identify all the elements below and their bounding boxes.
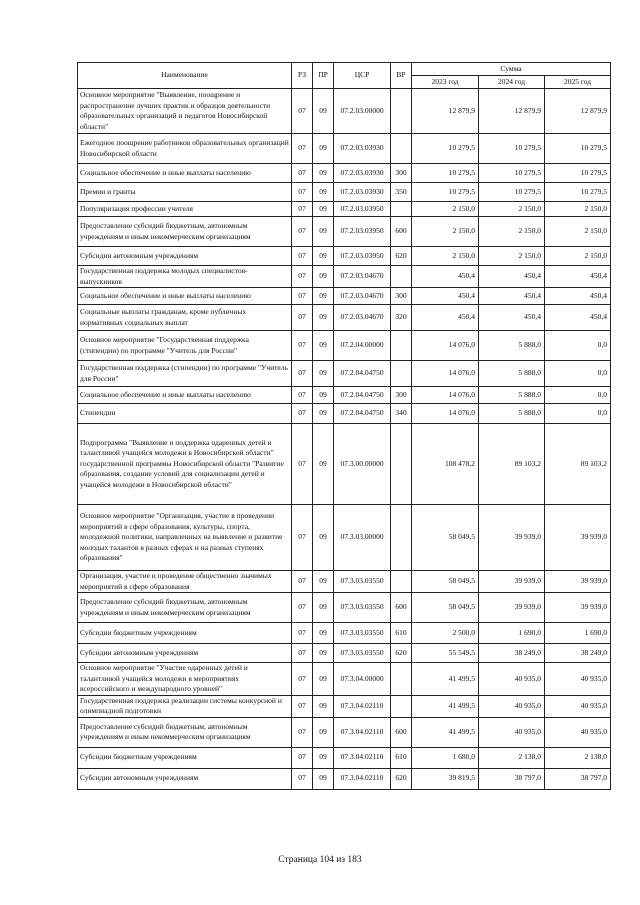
row-amount-2023: 450,4: [412, 305, 479, 331]
header-year-2025: 2025 год: [545, 76, 611, 89]
row-amount-2025: 0,0: [545, 331, 611, 361]
header-year-2023: 2023 год: [412, 76, 479, 89]
row-vr: 610: [391, 747, 412, 768]
row-amount-2025: 0,0: [545, 361, 611, 387]
header-vr: ВР: [391, 63, 412, 89]
row-amount-2025: 0,0: [545, 387, 611, 404]
row-vr: 600: [391, 717, 412, 747]
row-csr: 07.2.03.03950: [334, 202, 391, 217]
row-amount-2025: 10 279,5: [545, 183, 611, 202]
row-vr: [391, 266, 412, 288]
row-amount-2025: 0,0: [545, 404, 611, 424]
row-vr: 600: [391, 593, 412, 623]
row-rz: 07: [292, 305, 313, 331]
row-amount-2023: 58 049,5: [412, 505, 479, 571]
row-pr: 09: [313, 305, 334, 331]
row-amount-2023: 55 549,5: [412, 644, 479, 663]
row-rz: 07: [292, 331, 313, 361]
row-csr: 07.3.04.02110: [334, 768, 391, 789]
row-rz: 07: [292, 217, 313, 247]
row-amount-2025: 40 935,0: [545, 717, 611, 747]
row-rz: 07: [292, 247, 313, 266]
table-row: [78, 89, 611, 134]
row-name: Социальное обеспечение и иные выплаты населению: [78, 164, 292, 183]
row-amount-2024: 10 279,5: [479, 164, 545, 183]
row-name: Подпрограмма "Выявление и поддержка одаренных детей и талантливой учащейся молодежи в Новосибирской области" государственной программы Новосибирской области "Развитие образования, создание условий для социализации детей и учащейся молодежи в Новосибирской области": [78, 424, 292, 505]
row-rz: 07: [292, 663, 313, 696]
row-rz: 07: [292, 644, 313, 663]
row-csr: 07.2.03.03950: [334, 217, 391, 247]
row-pr: 09: [313, 202, 334, 217]
row-amount-2023: 41 499,5: [412, 663, 479, 696]
row-pr: 09: [313, 404, 334, 424]
row-name: Основное мероприятие "Участие одаренных детей и талантливой учащейся молодежи в мероприятиях всероссийского и международного уровней": [78, 663, 292, 696]
table-row: [78, 305, 611, 331]
row-vr: [391, 571, 412, 593]
row-amount-2025: 450,4: [545, 305, 611, 331]
header-sum: Сумма: [412, 63, 611, 76]
row-csr: 07.2.03.04670: [334, 305, 391, 331]
table-row: [78, 623, 611, 644]
row-amount-2024: 2 150,0: [479, 217, 545, 247]
row-amount-2023: 10 279,5: [412, 183, 479, 202]
row-pr: 09: [313, 183, 334, 202]
row-pr: 09: [313, 331, 334, 361]
row-csr: 07.3.00.00000: [334, 424, 391, 505]
table-row: [78, 361, 611, 387]
row-amount-2024: 38 249,0: [479, 644, 545, 663]
row-amount-2025: 2 138,0: [545, 747, 611, 768]
row-pr: 09: [313, 89, 334, 134]
row-amount-2023: 2 150,0: [412, 217, 479, 247]
row-csr: 07.3.04.02110: [334, 695, 391, 717]
table-row: [78, 571, 611, 593]
row-amount-2023: 2 150,0: [412, 202, 479, 217]
table-row: [78, 288, 611, 305]
row-amount-2025: 2 150,0: [545, 247, 611, 266]
row-name: Субсидии автономным учреждениям: [78, 644, 292, 663]
row-vr: 600: [391, 217, 412, 247]
row-rz: 07: [292, 89, 313, 134]
row-amount-2024: 2 150,0: [479, 202, 545, 217]
row-rz: 07: [292, 623, 313, 644]
row-pr: 09: [313, 266, 334, 288]
table-row: [78, 331, 611, 361]
table-row: [78, 164, 611, 183]
row-csr: 07.3.03.03550: [334, 593, 391, 623]
row-pr: 09: [313, 424, 334, 505]
row-csr: 07.2.04.04750: [334, 387, 391, 404]
row-name: Предоставление субсидий бюджетным, автономным учреждениям и иным некоммерческим организациям: [78, 717, 292, 747]
row-vr: 300: [391, 288, 412, 305]
row-vr: [391, 505, 412, 571]
row-pr: 09: [313, 288, 334, 305]
row-vr: [391, 663, 412, 696]
row-amount-2024: 450,4: [479, 266, 545, 288]
row-amount-2025: 10 279,5: [545, 164, 611, 183]
row-rz: 07: [292, 505, 313, 571]
row-rz: 07: [292, 717, 313, 747]
row-amount-2025: 2 150,0: [545, 217, 611, 247]
row-name: Основное мероприятие "Организация, участие в проведении мероприятий в сфере образования, культуры, спорта, молодежной политики, направленных на выявление и развитие молодых талантов в разных сферах и на разных ступенях образования": [78, 505, 292, 571]
header-csr: ЦСР: [334, 63, 391, 89]
table-row: [78, 768, 611, 789]
row-vr: 620: [391, 644, 412, 663]
row-vr: 300: [391, 164, 412, 183]
table-row: [78, 183, 611, 202]
table-row: [78, 593, 611, 623]
row-rz: 07: [292, 593, 313, 623]
row-vr: 340: [391, 404, 412, 424]
row-csr: 07.3.04.00000: [334, 663, 391, 696]
row-rz: 07: [292, 424, 313, 505]
row-vr: [391, 695, 412, 717]
row-csr: 07.2.03.04670: [334, 266, 391, 288]
row-amount-2024: 38 797,0: [479, 768, 545, 789]
row-amount-2025: 10 279,5: [545, 134, 611, 164]
row-amount-2025: 1 690,0: [545, 623, 611, 644]
row-rz: 07: [292, 266, 313, 288]
row-name: Социальное обеспечение и иные выплаты населению: [78, 288, 292, 305]
row-pr: 09: [313, 747, 334, 768]
table-body: [78, 89, 611, 790]
row-amount-2025: 89 103,2: [545, 424, 611, 505]
table-row: [78, 404, 611, 424]
row-amount-2023: 58 049,5: [412, 593, 479, 623]
row-csr: 07.3.03.03550: [334, 644, 391, 663]
table-row: [78, 217, 611, 247]
row-amount-2023: 41 499,5: [412, 695, 479, 717]
row-pr: 09: [313, 717, 334, 747]
row-vr: 300: [391, 387, 412, 404]
row-amount-2024: 5 888,0: [479, 331, 545, 361]
row-amount-2025: 39 939,0: [545, 505, 611, 571]
row-amount-2024: 2 150,0: [479, 247, 545, 266]
row-amount-2023: 14 076,0: [412, 387, 479, 404]
row-name: Предоставление субсидий бюджетным, автономным учреждениям и иным некоммерческим организациям: [78, 593, 292, 623]
row-csr: 07.2.03.00000: [334, 89, 391, 134]
row-name: Премии и гранты: [78, 183, 292, 202]
row-csr: 07.3.04.02110: [334, 747, 391, 768]
row-amount-2023: 14 076,0: [412, 361, 479, 387]
row-amount-2023: 2 500,0: [412, 623, 479, 644]
row-amount-2025: 12 879,9: [545, 89, 611, 134]
row-vr: [391, 89, 412, 134]
row-csr: 07.3.04.02110: [334, 717, 391, 747]
table-row: [78, 695, 611, 717]
row-csr: 07.3.03.03550: [334, 571, 391, 593]
row-pr: 09: [313, 663, 334, 696]
row-rz: 07: [292, 361, 313, 387]
row-rz: 07: [292, 768, 313, 789]
row-amount-2024: 10 279,5: [479, 183, 545, 202]
row-amount-2023: 14 076,0: [412, 331, 479, 361]
row-amount-2024: 39 939,0: [479, 505, 545, 571]
row-csr: 07.2.04.00000: [334, 331, 391, 361]
row-name: Субсидии бюджетным учреждениям: [78, 623, 292, 644]
row-pr: 09: [313, 505, 334, 571]
row-rz: 07: [292, 134, 313, 164]
row-amount-2025: 39 939,0: [545, 571, 611, 593]
table-row: [78, 644, 611, 663]
row-amount-2025: 40 935,0: [545, 663, 611, 696]
row-amount-2025: 38 797,0: [545, 768, 611, 789]
row-amount-2024: 10 279,5: [479, 134, 545, 164]
row-pr: 09: [313, 217, 334, 247]
row-amount-2023: 10 279,5: [412, 134, 479, 164]
row-name: Государственная поддержка (стипендии) по программе "Учитель для России": [78, 361, 292, 387]
row-amount-2024: 1 690,0: [479, 623, 545, 644]
row-rz: 07: [292, 695, 313, 717]
row-csr: 07.2.03.03930: [334, 164, 391, 183]
row-pr: 09: [313, 387, 334, 404]
row-name: Ежегодное поощрение работников образовательных организаций Новосибирской области: [78, 134, 292, 164]
row-rz: 07: [292, 387, 313, 404]
row-amount-2023: 2 150,0: [412, 247, 479, 266]
row-pr: 09: [313, 361, 334, 387]
row-amount-2025: 450,4: [545, 288, 611, 305]
row-csr: 07.2.03.04670: [334, 288, 391, 305]
table-row: [78, 134, 611, 164]
row-csr: 07.2.03.03930: [334, 183, 391, 202]
table-row: [78, 747, 611, 768]
table-row: [78, 247, 611, 266]
row-amount-2025: 450,4: [545, 266, 611, 288]
table-row: [78, 505, 611, 571]
row-amount-2024: 89 103,2: [479, 424, 545, 505]
row-name: Популяризация профессии учителя: [78, 202, 292, 217]
row-vr: 620: [391, 768, 412, 789]
row-amount-2024: 5 888,0: [479, 361, 545, 387]
row-csr: 07.3.03.03550: [334, 623, 391, 644]
row-amount-2024: 5 888,0: [479, 387, 545, 404]
row-pr: 09: [313, 571, 334, 593]
row-amount-2023: 108 478,2: [412, 424, 479, 505]
row-amount-2025: 39 939,0: [545, 593, 611, 623]
row-vr: 620: [391, 247, 412, 266]
table-row: [78, 387, 611, 404]
row-name: Стипендии: [78, 404, 292, 424]
row-csr: 07.3.03.00000: [334, 505, 391, 571]
table-row: [78, 663, 611, 696]
row-amount-2023: 1 680,0: [412, 747, 479, 768]
header-pr: ПР: [313, 63, 334, 89]
row-amount-2024: 12 879,9: [479, 89, 545, 134]
row-amount-2024: 39 939,0: [479, 593, 545, 623]
row-rz: 07: [292, 404, 313, 424]
row-pr: 09: [313, 164, 334, 183]
row-rz: 07: [292, 202, 313, 217]
table-row: [78, 266, 611, 288]
row-vr: 320: [391, 305, 412, 331]
row-vr: [391, 202, 412, 217]
row-pr: 09: [313, 623, 334, 644]
page-number: Страница 104 из 183: [278, 855, 362, 865]
row-amount-2024: 40 935,0: [479, 717, 545, 747]
row-csr: 07.2.03.03930: [334, 134, 391, 164]
row-amount-2023: 450,4: [412, 288, 479, 305]
row-name: Государственная поддержка реализации системы конкурсной и олимпиадной подготовки: [78, 695, 292, 717]
row-amount-2025: 40 935,0: [545, 695, 611, 717]
row-name: Субсидии автономным учреждениям: [78, 768, 292, 789]
row-vr: 350: [391, 183, 412, 202]
row-pr: 09: [313, 644, 334, 663]
row-pr: 09: [313, 247, 334, 266]
row-name: Основное мероприятие "Государственная поддержка (стипендии) по программе "Учитель для России": [78, 331, 292, 361]
row-amount-2024: 5 888,0: [479, 404, 545, 424]
row-amount-2023: 39 819,5: [412, 768, 479, 789]
row-name: Субсидии бюджетным учреждениям: [78, 747, 292, 768]
row-amount-2024: 450,4: [479, 305, 545, 331]
row-amount-2025: 2 150,0: [545, 202, 611, 217]
row-name: Государственная поддержка молодых специалистов-выпускников: [78, 266, 292, 288]
row-amount-2024: 450,4: [479, 288, 545, 305]
row-amount-2023: 14 076,0: [412, 404, 479, 424]
row-name: Субсидии автономным учреждениям: [78, 247, 292, 266]
row-amount-2023: 12 879,9: [412, 89, 479, 134]
row-name: Социальные выплаты гражданам, кроме публичных нормативных социальных выплат: [78, 305, 292, 331]
row-csr: 07.2.04.04750: [334, 404, 391, 424]
row-rz: 07: [292, 571, 313, 593]
row-rz: 07: [292, 747, 313, 768]
row-amount-2023: 41 499,5: [412, 717, 479, 747]
header-name: Наименование: [78, 63, 292, 89]
row-pr: 09: [313, 134, 334, 164]
row-name: Организация, участие и проведение общественно значимых мероприятий в сфере образования: [78, 571, 292, 593]
row-name: Основное мероприятие "Выявление, поощрение и распространение лучших практик и образцов деятельности образовательных организаций и педагогов Новосибирской области": [78, 89, 292, 134]
header-rz: РЗ: [292, 63, 313, 89]
row-amount-2025: 38 249,0: [545, 644, 611, 663]
row-vr: 610: [391, 623, 412, 644]
row-pr: 09: [313, 768, 334, 789]
row-pr: 09: [313, 695, 334, 717]
table-row: [78, 424, 611, 505]
row-vr: [391, 424, 412, 505]
row-vr: [391, 331, 412, 361]
table-row: [78, 202, 611, 217]
row-rz: 07: [292, 183, 313, 202]
row-amount-2024: 2 138,0: [479, 747, 545, 768]
row-rz: 07: [292, 164, 313, 183]
table-row: [78, 717, 611, 747]
row-pr: 09: [313, 593, 334, 623]
row-amount-2024: 39 939,0: [479, 571, 545, 593]
row-amount-2024: 40 935,0: [479, 695, 545, 717]
budget-table: [77, 62, 611, 790]
row-name: Социальное обеспечение и иные выплаты населению: [78, 387, 292, 404]
row-rz: 07: [292, 288, 313, 305]
row-vr: [391, 134, 412, 164]
row-name: Предоставление субсидий бюджетным, автономным учреждениям и иным некоммерческим организациям: [78, 217, 292, 247]
row-csr: 07.2.03.03950: [334, 247, 391, 266]
row-amount-2023: 450,4: [412, 266, 479, 288]
row-amount-2024: 40 935,0: [479, 663, 545, 696]
row-csr: 07.2.04.04750: [334, 361, 391, 387]
header-year-2024: 2024 год: [479, 76, 545, 89]
row-vr: [391, 361, 412, 387]
row-amount-2023: 10 279,5: [412, 164, 479, 183]
row-amount-2023: 58 049,5: [412, 571, 479, 593]
